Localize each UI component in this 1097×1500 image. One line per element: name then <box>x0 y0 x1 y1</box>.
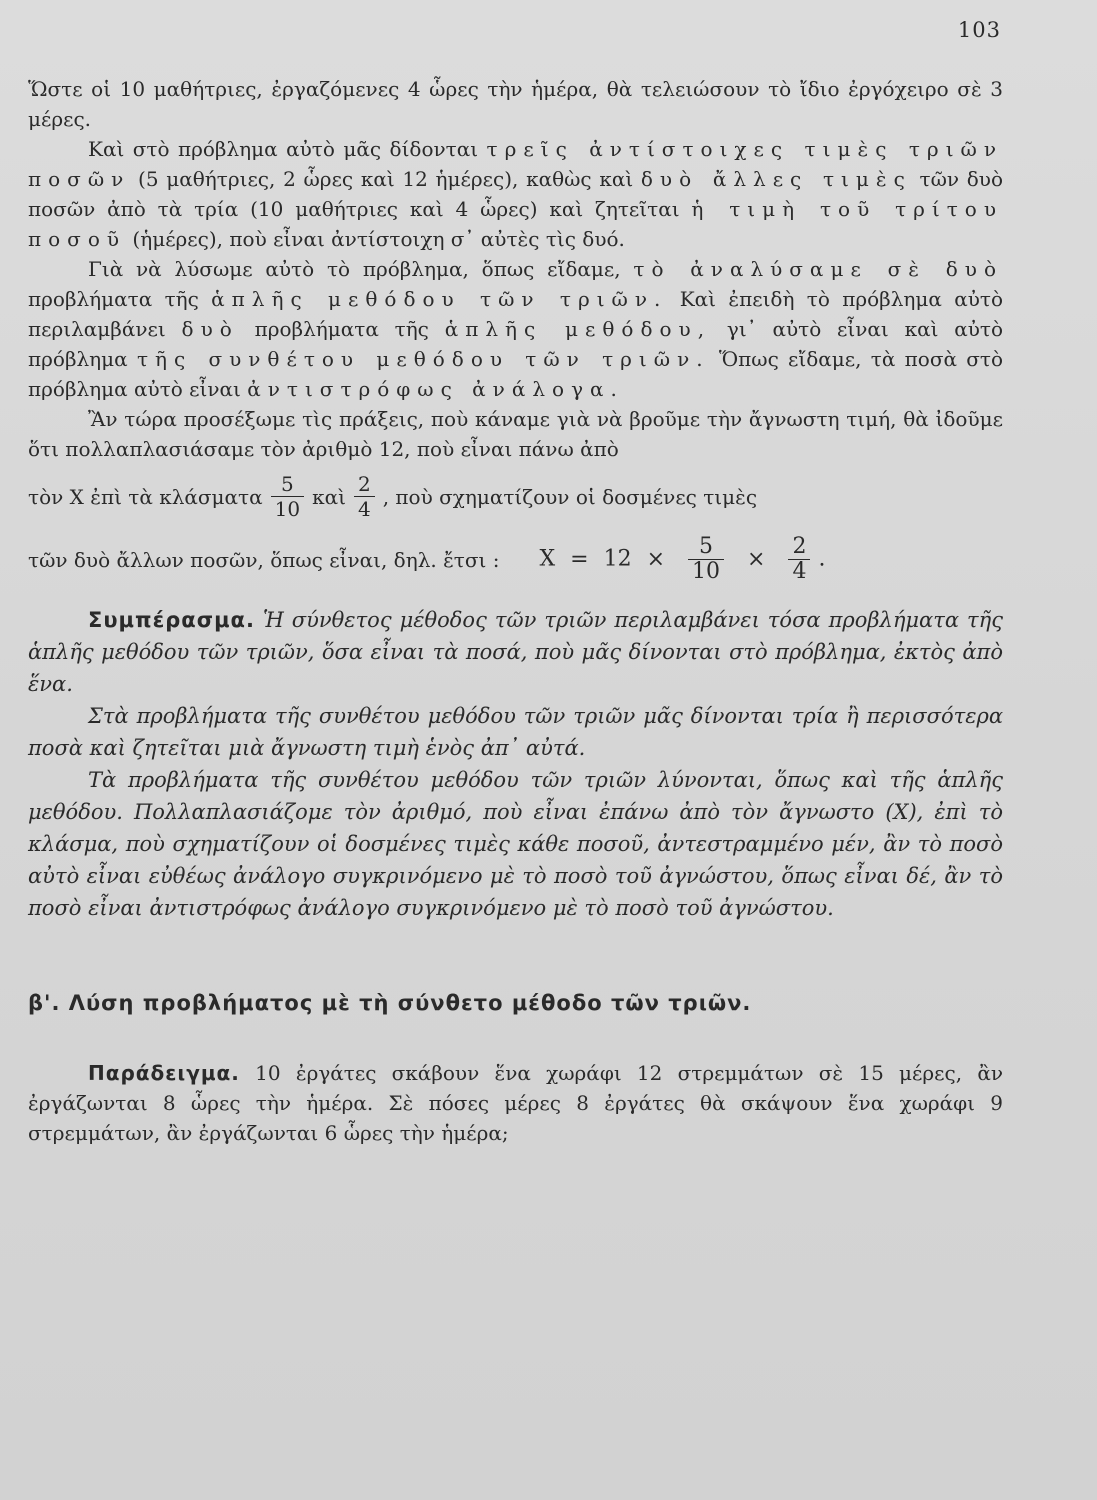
fraction-2-4 <box>354 472 375 521</box>
conclusion-paragraph-1 <box>28 604 1003 700</box>
text-run: Γιὰ νὰ λύσωμε αὐτὸ τὸ πρόβλημα, ὅπως εἴδαμε, <box>88 257 634 281</box>
example-heading: Παράδειγμα. <box>88 1061 240 1085</box>
formula-line <box>28 535 1003 584</box>
text-run: τῶν δυὸ ἄλλων ποσῶν, ὅπως εἶναι, δηλ. ἔτσι : <box>28 547 500 572</box>
conclusion-heading: Συμπέρασμα. <box>88 608 255 632</box>
page-number: 103 <box>957 18 1001 42</box>
formula-fraction-2 <box>788 535 810 584</box>
denominator: 10 <box>274 497 301 521</box>
denominator: 4 <box>792 559 807 584</box>
spaced-emphasis: τὸ ἀναλύσαμε σὲ δυὸ <box>633 257 1003 281</box>
spaced-emphasis: δυὸ ἄλλες τιμὲς <box>640 167 912 191</box>
text-run: προβλήματα τῆς <box>28 287 212 311</box>
times-sign: × <box>747 546 766 572</box>
coefficient: 12 <box>603 546 632 572</box>
text-run: Καὶ στὸ πρόβλημα αὐτὸ μᾶς δίδονται <box>88 137 487 161</box>
numerator: 5 <box>688 535 724 560</box>
conclusion-paragraph-2: Στὰ προβλήματα τῆς συνθέτου μεθόδου τῶν τριῶν μᾶς δίνονται τρία ἢ περισσότερα ποσὰ καὶ ζητεῖται μιὰ ἄγνωστη τιμὴ ἑνὸς ἀπ᾽ αὐτά. <box>28 704 1003 760</box>
spaced-emphasis: δυὸ <box>181 317 239 341</box>
conclusion-block <box>28 604 1003 924</box>
paragraph-operations: Ἂν τώρα προσέξωμε τὶς πράξεις, ποὺ κάναμε γιὰ νὰ βροῦμε τὴν ἄγνωστη τιμή, θὰ ἰδοῦμε ὅτι πολλαπλασιάσαμε τὸν ἀριθμὸ 12, ποὺ εἶναι πάνω ἀπὸ <box>28 407 1003 461</box>
denominator: 10 <box>692 559 721 584</box>
spaced-emphasis: ἁπλῆς μεθόδου, <box>444 317 712 341</box>
unknown-x: Χ <box>539 546 556 572</box>
text-run: προβλήματα τῆς <box>238 317 445 341</box>
text-run: (5 μαθήτριες, 2 ὧρες καὶ 12 ἡμέρες), καθὼς καὶ <box>130 167 641 191</box>
text-run: καὶ <box>312 484 346 509</box>
text-run: τῶν δυὸ ποσῶν ἀπὸ τὰ τρία (10 μαθήτριες καὶ 4 ὧρες) καὶ ζητεῖται <box>28 167 1003 221</box>
conclusion-paragraph-3: Τὰ προβλήματα τῆς συνθέτου μεθόδου τῶν τριῶν λύνονται, ὅπως καὶ τῆς ἁπλῆς μεθόδου. Πολλαπλασιάζομε τὸν ἀριθμό, ποὺ εἶναι ἐπάνω ἀπὸ τὸν ἄγνωστο (Χ), ἐπὶ τὸ κλάσμα, ποὺ σχηματίζουν οἱ δοσμένες τιμὲς κάθε ποσοῦ, ἀντεστραμμένο μέν, ἂν τὸ ποσὸ αὐτὸ εἶναι εὐθέως ἀνάλογο συγκρινόμενο μὲ τὸ ποσὸ τοῦ ἀγνώστου, ὅπως εἶναι δέ, ἂν τὸ ποσὸ εἶναι ἀντιστρόφως ἀνάλογο συγκρινόμενο μὲ τὸ ποσὸ τοῦ ἀγνώστου. <box>28 768 1003 920</box>
equals-sign: = <box>570 546 589 572</box>
paragraph-result: Ὥστε οἱ 10 μαθήτριες, ἐργαζόμενες 4 ὧρες τὴν ἡμέρα, θὰ τελειώσουν τὸ ἴδιο ἐργόχειρο σὲ 3 μέρες. <box>28 77 1003 131</box>
times-sign: × <box>646 546 666 572</box>
formula-fraction-1 <box>688 535 724 584</box>
spaced-emphasis: ἡ τιμὴ τοῦ τρίτου ποσοῦ <box>28 197 1004 251</box>
example-paragraph <box>28 1058 1003 1148</box>
text-run: Ἡ σύνθετος μέθοδος τῶν τριῶν περιλαμβάνει τόσα προβλήματα τῆς ἁπλῆς μεθόδου τῶν τριῶν, ὅσα εἶναι τὰ ποσά, ποὺ μᾶς δίνονται στὸ πρόβλημα, ἐκτὸς ἀπὸ ἕνα. <box>28 608 1003 696</box>
formula <box>539 535 825 584</box>
text-run: 10 ἐργάτες σκάβουν ἕνα χωράφι 12 στρεμμάτων σὲ 15 μέρες, ἂν ἐργάζωνται 8 ὧρες τὴν ἡμέρα. Σὲ πόσες μέρες 8 ἐργάτες θὰ σκάψουν ἕνα χωράφι 9 στρεμμάτων, ἂν ἐργάζωνται 6 ὧρες τὴν ἡμέρα; <box>28 1061 1003 1145</box>
spaced-emphasis: τρεῖς ἀντίστοιχες τιμὲς τριῶν ποσῶν <box>28 137 1003 191</box>
fractions-line <box>28 472 1003 521</box>
page-body <box>28 74 1003 1148</box>
text-run: Καὶ ἐπειδὴ τὸ πρόβλημα αὐτὸ περιλαμβάνει <box>28 287 1003 341</box>
denominator: 4 <box>357 497 371 521</box>
text-run: γι᾽ αὐτὸ εἶναι καὶ αὐτὸ πρόβλημα <box>28 317 1003 371</box>
paragraph-given-values <box>28 134 1003 254</box>
numerator: 2 <box>354 472 375 497</box>
paragraph-analysis <box>28 254 1003 404</box>
spaced-emphasis: ἁπλῆς μεθόδου τῶν τριῶν. <box>211 287 668 311</box>
numerator: 5 <box>271 472 304 497</box>
spaced-emphasis: τῆς συνθέτου μεθόδου τῶν τριῶν. <box>136 347 710 371</box>
spaced-emphasis: ἀντιστρόφως ἀνάλογα. <box>247 377 624 401</box>
numerator: 2 <box>788 535 810 560</box>
section-title: β'. Λύση προβλήματος μὲ τὴ σύνθετο μέθοδο τῶν τριῶν. <box>28 991 752 1015</box>
text-run: , ποὺ σχηματίζουν οἱ δοσμένες τιμὲς <box>382 484 758 509</box>
text-run: Ὅπως εἴδαμε, τὰ ποσὰ στὸ πρόβλημα αὐτὸ εἶναι <box>28 347 1003 401</box>
fraction-5-10 <box>271 472 304 521</box>
period: . <box>818 546 826 572</box>
text-run: τὸν Χ ἐπὶ τὰ κλάσματα <box>28 484 263 509</box>
text-run: (ἡμέρες), ποὺ εἶναι ἀντίστοιχη σ᾽ αὐτὲς τὶς δυό. <box>126 227 625 251</box>
